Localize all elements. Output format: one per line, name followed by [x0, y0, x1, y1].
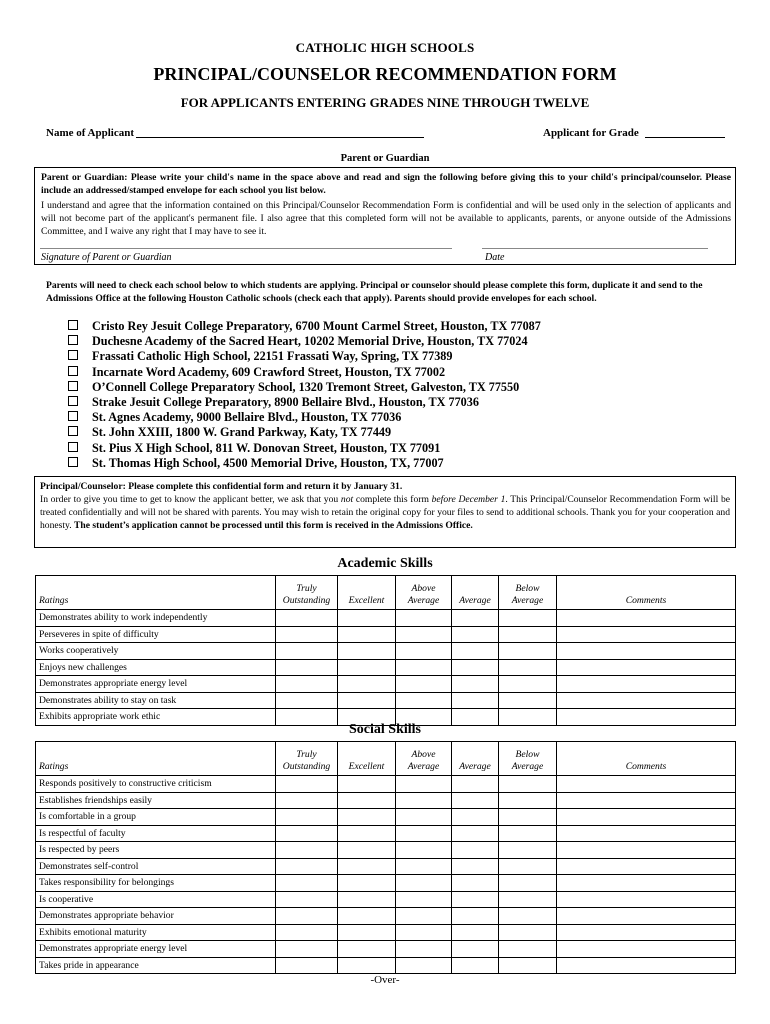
skill-label: Demonstrates appropriate energy level: [36, 941, 276, 958]
footer-over: -Over-: [370, 974, 400, 986]
parent-agreement: I understand and agree that the information contained on this Principal/Counselor Recommendation Form is confidential and will be used only in the selection of applicants and will not become part of the applicant's permanent file. I also agree that this completed form will not be available to applicants, parents, or anyone outside of the Admissions Committee, and I waive any right that I may have to see it.: [41, 200, 731, 237]
skill-label: Establishes friendships easily: [36, 792, 276, 809]
table-row: [36, 643, 736, 660]
counselor-heading: Principal/Counselor: Please complete this confidential form and return it by January 31.: [40, 481, 403, 492]
parent-instruction: Parent or Guardian: Please write your child's name in the space above and read and sign the following before giving this to your child's principal/counselor. Please include an addressed/stamped envelope for each school you list below.: [41, 172, 731, 196]
counselor-text: In order to give you time to get to know the applicant better, we ask that you not complete this form before December 1. This Principal/Counselor Recommendation Form will be treated confidentially and will not be shared with parents. You may wish to retain the original copy for your files to send to additional schools. Thank you for your cooperation and honesty. The student’s application cannot be processed until this form is received in the Admissions Office.: [40, 494, 730, 531]
table-row: [36, 891, 736, 908]
checkbox[interactable]: [68, 381, 78, 391]
checkbox[interactable]: [68, 335, 78, 345]
excellent-header: Excellent: [338, 742, 396, 776]
truly-outstanding-header: Truly Outstanding: [276, 742, 338, 776]
ratings-header: Ratings: [36, 742, 276, 776]
school-item[interactable]: St. Thomas High School, 4500 Memorial Drive, Houston, TX, 77007: [68, 456, 541, 471]
school-item[interactable]: Strake Jesuit College Preparatory, 8900 Bellaire Blvd., Houston, TX 77036: [68, 395, 541, 410]
checkbox[interactable]: [68, 366, 78, 376]
table-row: [36, 875, 736, 892]
above-average-header: Above Average: [396, 576, 452, 610]
average-header: Average: [452, 576, 499, 610]
above-average-header: Above Average: [396, 742, 452, 776]
school-item[interactable]: Cristo Rey Jesuit College Preparatory, 6700 Mount Carmel Street, Houston, TX 77087: [68, 319, 541, 334]
date-label: Date: [485, 252, 505, 263]
table-row: [36, 842, 736, 859]
school-item[interactable]: Incarnate Word Academy, 609 Crawford Street, Houston, TX 77002: [68, 365, 541, 380]
org-name: CATHOLIC HIGH SCHOOLS: [295, 40, 475, 55]
parent-box: [34, 167, 736, 265]
skill-label: Responds positively to constructive criticism: [36, 776, 276, 793]
table-row: [36, 692, 736, 709]
applicant-grade-label: Applicant for Grade: [543, 127, 639, 139]
checkbox[interactable]: [68, 426, 78, 436]
counselor-box: [34, 476, 736, 548]
skill-label: Demonstrates ability to work independently: [36, 610, 276, 627]
applicant-name-field[interactable]: [136, 137, 424, 138]
table-row: [36, 825, 736, 842]
checkbox[interactable]: [68, 350, 78, 360]
checkbox[interactable]: [68, 320, 78, 330]
table-row: [36, 659, 736, 676]
skill-label: Exhibits emotional maturity: [36, 924, 276, 941]
table-row: [36, 809, 736, 826]
form-subtitle: FOR APPLICANTS ENTERING GRADES NINE THROUGH TWELVE: [180, 95, 590, 110]
table-row: [36, 924, 736, 941]
form-title: PRINCIPAL/COUNSELOR RECOMMENDATION FORM: [153, 64, 617, 84]
skill-label: Demonstrates appropriate energy level: [36, 676, 276, 693]
school-item[interactable]: O’Connell College Preparatory School, 1320 Tremont Street, Galveston, TX 77550: [68, 380, 541, 395]
table-row: [36, 792, 736, 809]
comments-header: Comments: [557, 576, 736, 610]
checkbox[interactable]: [68, 411, 78, 421]
table-row: [36, 941, 736, 958]
skill-label: Takes responsibility for belongings: [36, 875, 276, 892]
average-header: Average: [452, 742, 499, 776]
school-list: [68, 319, 541, 471]
skill-label: Works cooperatively: [36, 643, 276, 660]
parent-date-field[interactable]: [482, 248, 708, 249]
schools-intro: Parents will need to check each school below to which students are applying. Principal or counselor should please complete this form, duplicate it and send to the Admissions Office at the following Houston Catholic schools (check each that apply). Parents should provide envelopes for each school.: [46, 280, 703, 304]
social-table: [35, 741, 736, 974]
comments-header: Comments: [557, 742, 736, 776]
skill-label: Demonstrates appropriate behavior: [36, 908, 276, 925]
school-item[interactable]: St. Agnes Academy, 9000 Bellaire Blvd., Houston, TX 77036: [68, 410, 541, 425]
table-header: [36, 576, 736, 610]
parent-signature-field[interactable]: [40, 248, 452, 249]
truly-outstanding-header: Truly Outstanding: [276, 576, 338, 610]
skill-label: Is respectful of faculty: [36, 825, 276, 842]
school-item[interactable]: St. John XXIII, 1800 W. Grand Parkway, Katy, TX 77449: [68, 425, 541, 440]
skill-label: Exhibits appropriate work ethic: [36, 709, 276, 726]
checkbox[interactable]: [68, 442, 78, 452]
excellent-header: Excellent: [338, 576, 396, 610]
skill-label: Is comfortable in a group: [36, 809, 276, 826]
skill-label: Enjoys new challenges: [36, 659, 276, 676]
skill-label: Is cooperative: [36, 891, 276, 908]
applicant-name-label: Name of Applicant: [46, 127, 134, 139]
academic-title: Academic Skills: [337, 556, 433, 571]
skill-label: Perseveres in spite of difficulty: [36, 626, 276, 643]
social-title: Social Skills: [349, 722, 421, 737]
applicant-grade-field[interactable]: [645, 137, 725, 138]
table-row: [36, 908, 736, 925]
table-row: [36, 776, 736, 793]
below-average-header: Below Average: [499, 742, 557, 776]
school-item[interactable]: Frassati Catholic High School, 22151 Frassati Way, Spring, TX 77389: [68, 349, 541, 364]
parent-heading: Parent or Guardian: [340, 153, 430, 164]
table-row: [36, 676, 736, 693]
school-item[interactable]: St. Pius X High School, 811 W. Donovan Street, Houston, TX 77091: [68, 441, 541, 456]
table-header: [36, 742, 736, 776]
signature-label: Signature of Parent or Guardian: [41, 252, 172, 263]
skill-label: Demonstrates ability to stay on task: [36, 692, 276, 709]
ratings-header: Ratings: [36, 576, 276, 610]
table-row: [36, 957, 736, 974]
checkbox[interactable]: [68, 396, 78, 406]
table-row: [36, 610, 736, 627]
table-row: [36, 626, 736, 643]
checkbox[interactable]: [68, 457, 78, 467]
academic-table: [35, 575, 736, 726]
below-average-header: Below Average: [499, 576, 557, 610]
school-item[interactable]: Duchesne Academy of the Sacred Heart, 10202 Memorial Drive, Houston, TX 77024: [68, 334, 541, 349]
table-row: [36, 858, 736, 875]
skill-label: Is respected by peers: [36, 842, 276, 859]
skill-label: Takes pride in appearance: [36, 957, 276, 974]
skill-label: Demonstrates self-control: [36, 858, 276, 875]
